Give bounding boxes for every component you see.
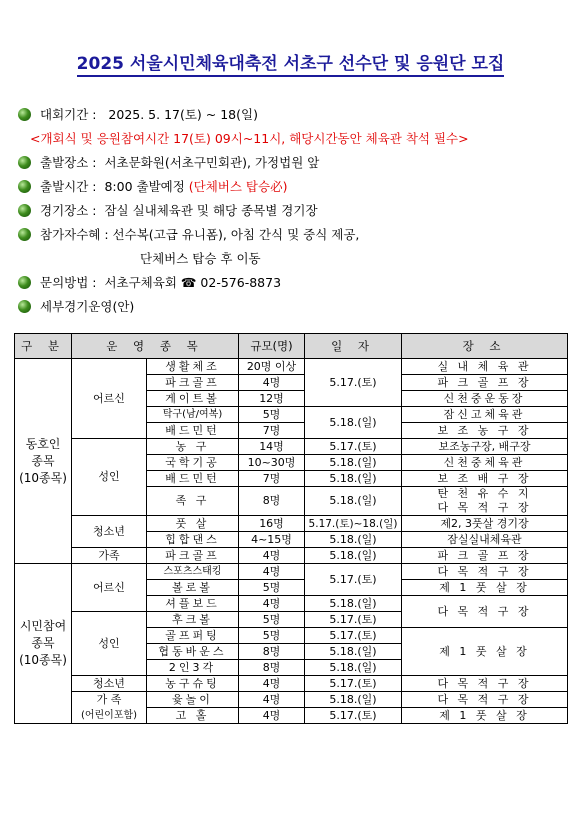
date-cell: 5.17.(토) [305, 612, 402, 628]
place-cell: 다 목 적 구 장 [402, 596, 568, 628]
contact-value: 서초구체육회 ☎ 02-576-8873 [104, 275, 282, 290]
date-cell: 5.18.(일) [305, 455, 402, 471]
size-cell: 4명 [239, 375, 305, 391]
event-cell: 힙합댄스 [147, 532, 239, 548]
date-cell: 5.18.(일) [305, 692, 402, 708]
event-cell: 생활체조 [147, 359, 239, 375]
size-cell: 4명 [239, 692, 305, 708]
table-row [15, 516, 568, 532]
size-cell: 4명 [239, 596, 305, 612]
page-title-text: 2025 서울시민체육대축전 서초구 선수단 및 응원단 모집 [77, 54, 505, 77]
size-cell: 4명 [239, 708, 305, 724]
place-cell: 실 내 체 육 관 [402, 359, 568, 375]
place-cell: 다 목 적 구 장 [402, 692, 568, 708]
event-cell: 족 구 [147, 487, 239, 516]
period-label: 대회기간 : [40, 107, 97, 122]
header-size: 규모(명) [239, 334, 305, 359]
size-cell: 8명 [239, 644, 305, 660]
sub-senior: 어르신 [72, 359, 147, 439]
table-row [15, 564, 568, 580]
place-line-1: 탄 천 유 수 지 [437, 487, 532, 500]
date-cell: 5.18.(일) [305, 660, 402, 676]
date-cell: 5.18.(일) [305, 407, 402, 439]
event-cell: 탁구(남/여복) [147, 407, 239, 423]
size-cell: 5명 [239, 580, 305, 596]
event-cell: 협동바운스 [147, 644, 239, 660]
period-value: 2025. 5. 17(토) ~ 18(일) [108, 107, 258, 122]
departure-time-label: 출발시간 : [40, 179, 97, 194]
header-category: 구 분 [15, 334, 72, 359]
place-cell: 신천중운동장 [402, 391, 568, 407]
green-bullet-icon [18, 156, 31, 169]
size-cell: 7명 [239, 423, 305, 439]
date-cell: 5.17.(토) [305, 359, 402, 407]
table-row [15, 359, 568, 375]
size-cell: 10~30명 [239, 455, 305, 471]
place-cell: 보 조 배 구 장 [402, 471, 568, 487]
notice-line: <개회식 및 응원참여시간 17(토) 09시~11시, 해당시간동안 체육관 착석 필수> [30, 131, 469, 146]
event-cell: 파크골프 [147, 548, 239, 564]
date-cell: 5.18.(일) [305, 548, 402, 564]
event-cell: 파크골프 [147, 375, 239, 391]
size-cell: 8명 [239, 487, 305, 516]
green-bullet-icon [18, 180, 31, 193]
info-period [18, 103, 578, 127]
table-row [15, 676, 568, 692]
size-cell: 5명 [239, 407, 305, 423]
header-place: 장 소 [402, 334, 568, 359]
event-cell: 풋 살 [147, 516, 239, 532]
date-cell: 5.18.(일) [305, 532, 402, 548]
departure-place-label: 출발장소 : [40, 155, 97, 170]
table-header-row [15, 334, 568, 359]
header-event: 운 영 종 목 [72, 334, 239, 359]
event-cell: 배드민턴 [147, 423, 239, 439]
green-bullet-icon [18, 276, 31, 289]
date-cell: 5.17.(토)~18.(일) [305, 516, 402, 532]
size-cell: 7명 [239, 471, 305, 487]
sub-youth: 청소년 [72, 516, 147, 548]
green-bullet-icon [18, 228, 31, 241]
event-cell: 골프퍼팅 [147, 628, 239, 644]
date-cell: 5.18.(일) [305, 487, 402, 516]
event-cell: 고 홀 [147, 708, 239, 724]
place-cell: 잠실실내체육관 [402, 532, 568, 548]
schedule-table [14, 333, 568, 724]
info-detail [18, 295, 578, 319]
size-cell: 14명 [239, 439, 305, 455]
green-bullet-icon [18, 108, 31, 121]
sub-adult: 성인 [72, 439, 147, 516]
date-cell: 5.17.(토) [305, 676, 402, 692]
sub-senior-2: 어르신 [72, 564, 147, 612]
sub-youth-2: 청소년 [72, 676, 147, 692]
place-line-2: 다 목 적 구 장 [437, 501, 532, 514]
event-cell: 윷놀이 [147, 692, 239, 708]
departure-time-value: 8:00 출발예정 [104, 179, 185, 194]
date-cell: 5.18.(일) [305, 471, 402, 487]
event-cell: 셔플보드 [147, 596, 239, 612]
size-cell: 4명 [239, 548, 305, 564]
benefit-value-2: 단체버스 탑승 후 이동 [140, 251, 261, 266]
place-cell: 제 1 풋 살 장 [402, 708, 568, 724]
date-cell: 5.17.(토) [305, 564, 402, 596]
size-cell: 4~15명 [239, 532, 305, 548]
size-cell: 5명 [239, 628, 305, 644]
info-section [18, 103, 578, 319]
group-club: 동호인 종목 (10종목) [15, 359, 72, 564]
event-cell: 국학기공 [147, 455, 239, 471]
contact-label: 문의방법 : [40, 275, 97, 290]
event-cell: 볼로볼 [147, 580, 239, 596]
date-cell: 5.17.(토) [305, 628, 402, 644]
place-cell: 신천중체육관 [402, 455, 568, 471]
venue-value: 잠실 실내체육관 및 해당 종목별 경기장 [104, 203, 318, 218]
size-cell: 12명 [239, 391, 305, 407]
table-row [15, 692, 568, 708]
event-cell: 게이트볼 [147, 391, 239, 407]
date-cell: 5.17.(토) [305, 439, 402, 455]
event-cell: 스포츠스태킹 [147, 564, 239, 580]
size-cell: 4명 [239, 676, 305, 692]
place-cell: 다 목 적 구 장 [402, 676, 568, 692]
group-citizen: 시민참여 종목 (10종목) [15, 564, 72, 724]
date-cell: 5.18.(일) [305, 644, 402, 660]
place-cell: 파 크 골 프 장 [402, 375, 568, 391]
departure-time-note: (단체버스 탑승必) [188, 179, 288, 194]
benefit-label: 참가자수혜 : [40, 227, 109, 242]
place-cell: 보조농구장, 배구장 [402, 439, 568, 455]
green-bullet-icon [18, 204, 31, 217]
place-cell: 제 1 풋 살 장 [402, 580, 568, 596]
info-departure-time [18, 175, 578, 199]
event-cell: 농 구 [147, 439, 239, 455]
green-bullet-icon [18, 300, 31, 313]
size-cell: 4명 [239, 564, 305, 580]
detail-label: 세부경기운영(안) [40, 299, 135, 314]
table-row [15, 439, 568, 455]
date-cell: 5.17.(토) [305, 708, 402, 724]
family-label: 가 족 [96, 693, 122, 706]
event-cell: 배드민턴 [147, 471, 239, 487]
place-cell [402, 487, 568, 516]
size-cell: 8명 [239, 660, 305, 676]
info-benefit [18, 223, 578, 247]
info-contact [18, 271, 578, 295]
info-departure-place [18, 151, 578, 175]
place-cell: 제2, 3풋살 경기장 [402, 516, 568, 532]
sub-adult-2: 성인 [72, 612, 147, 676]
size-cell: 16명 [239, 516, 305, 532]
place-cell: 파 크 골 프 장 [402, 548, 568, 564]
page-title [0, 49, 581, 74]
info-venue [18, 199, 578, 223]
place-cell: 잠신고체육관 [402, 407, 568, 423]
departure-place-value: 서초문화원(서초구민회관), 가정법원 앞 [104, 155, 320, 170]
place-cell: 다 목 적 구 장 [402, 564, 568, 580]
event-cell: 2인3각 [147, 660, 239, 676]
sub-family: 가족 [72, 548, 147, 564]
sub-family-2 [72, 692, 147, 724]
family-note: (어린이포함) [80, 710, 138, 721]
benefit-value: 선수복(고급 유니폼), 아침 간식 및 중식 제공, [112, 227, 360, 242]
header-date: 일 자 [305, 334, 402, 359]
place-cell: 제 1 풋 살 장 [402, 628, 568, 676]
event-cell: 후크볼 [147, 612, 239, 628]
venue-label: 경기장소 : [40, 203, 97, 218]
event-cell: 농구슈팅 [147, 676, 239, 692]
size-cell: 20명 이상 [239, 359, 305, 375]
place-cell: 보 조 농 구 장 [402, 423, 568, 439]
date-cell: 5.18.(일) [305, 596, 402, 612]
size-cell: 5명 [239, 612, 305, 628]
table-row [15, 548, 568, 564]
